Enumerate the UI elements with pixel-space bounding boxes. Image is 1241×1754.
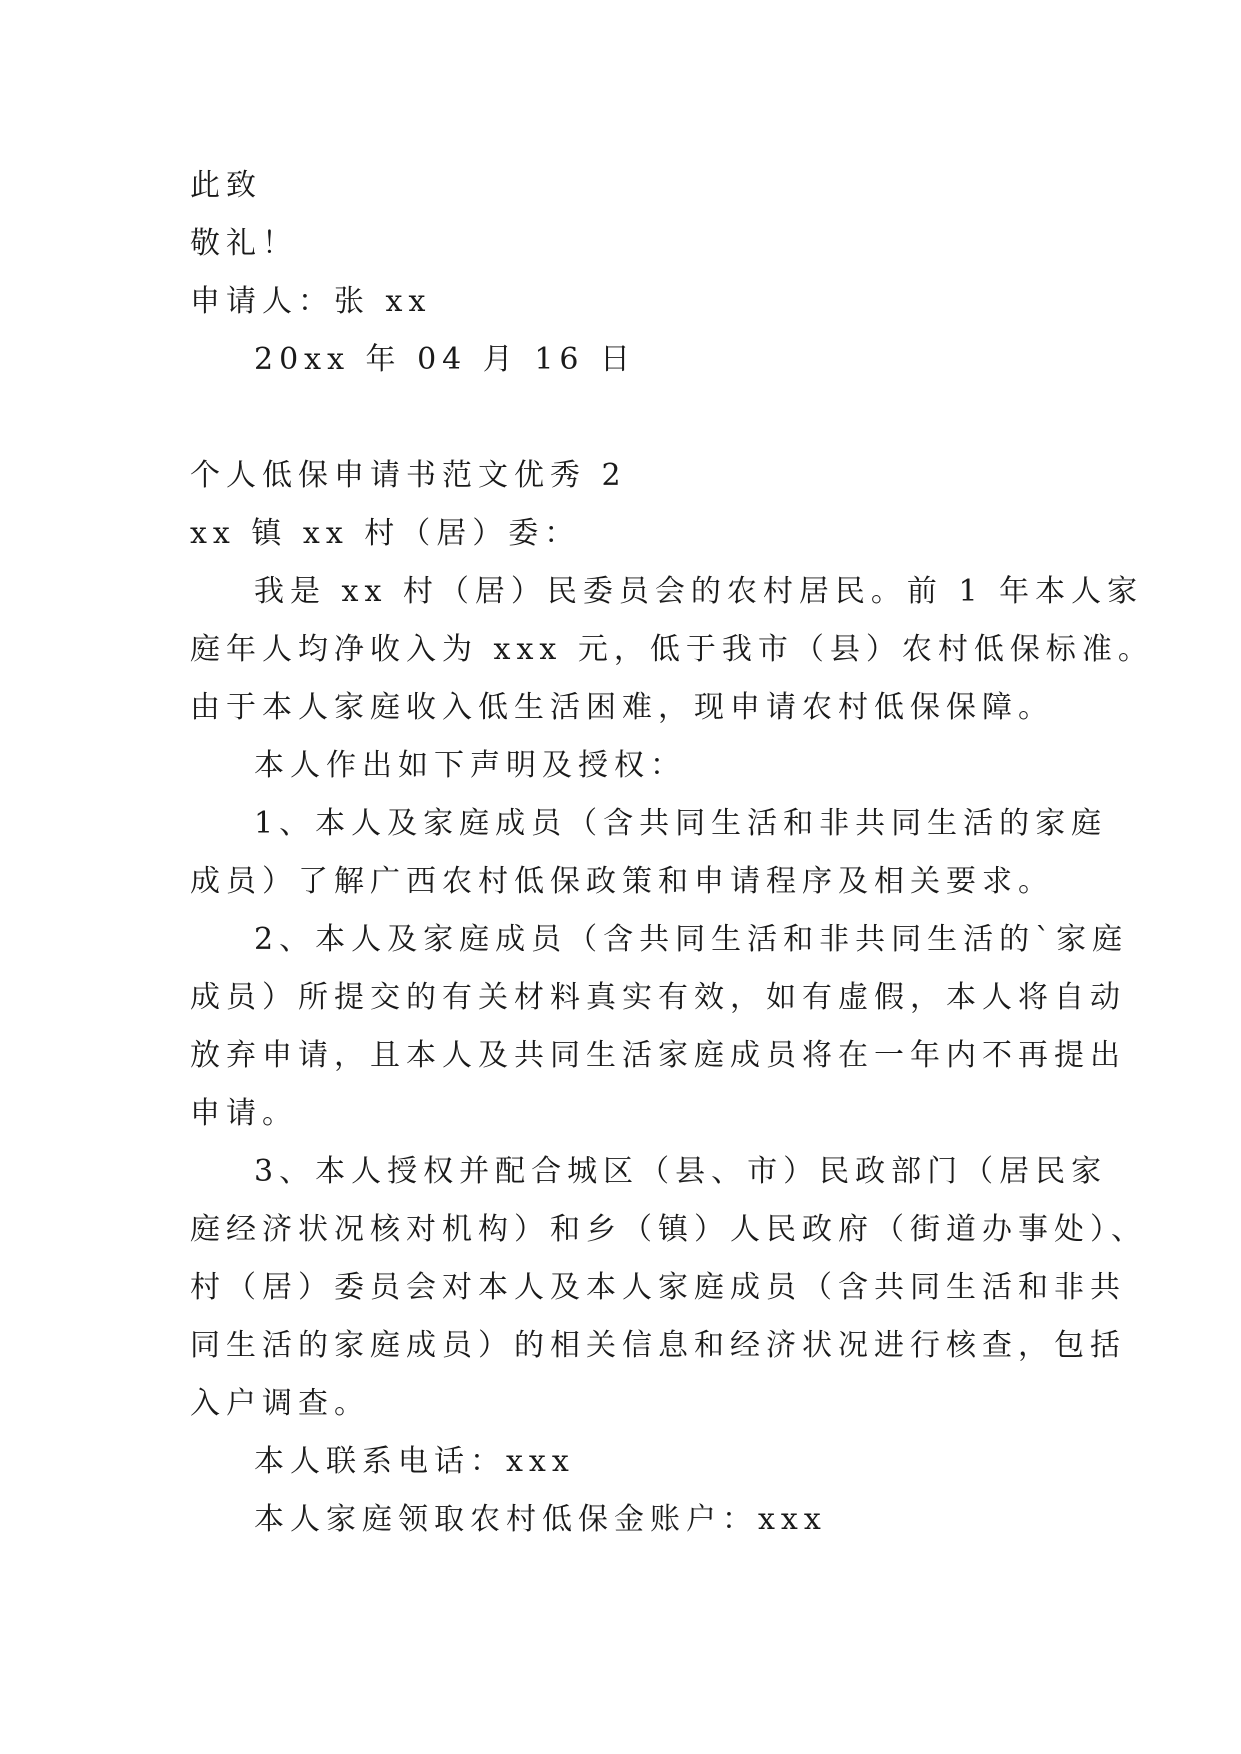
section-title: 个人低保申请书范文优秀 2 bbox=[190, 458, 627, 493]
bank-account: 本人家庭领取农村低保金账户：xxx bbox=[254, 1502, 827, 1537]
body-line: 我是 xx 村（居）民委员会的农村居民。前 1 年本人家 bbox=[254, 574, 1144, 609]
body-line: 由于本人家庭收入低生活困难，现申请农村低保保障。 bbox=[190, 690, 1054, 725]
salutation-line-1: 此致 bbox=[190, 168, 262, 203]
signature-date: 20xx 年 04 月 16 日 bbox=[254, 342, 637, 377]
salutation-line-2: 敬礼！ bbox=[190, 226, 298, 261]
body-line: 3、本人授权并配合城区（县、市）民政部门（居民家 bbox=[254, 1154, 1108, 1189]
applicant-signature: 申请人：张 xx bbox=[190, 284, 432, 319]
addressee: xx 镇 xx 村（居）委： bbox=[190, 516, 581, 551]
contact-phone: 本人联系电话：xxx bbox=[254, 1444, 575, 1479]
body-line: 1、本人及家庭成员（含共同生活和非共同生活的家庭 bbox=[254, 806, 1108, 841]
body-line: 庭经济状况核对机构）和乡（镇）人民政府（街道办事处）、 bbox=[190, 1212, 1147, 1247]
body-line: 2、本人及家庭成员（含共同生活和非共同生活的`家庭 bbox=[254, 922, 1129, 957]
body-line: 申请。 bbox=[190, 1096, 298, 1131]
body-line: 庭年人均净收入为 xxx 元，低于我市（县）农村低保标准。 bbox=[190, 632, 1154, 667]
body-line: 成员）了解广西农村低保政策和申请程序及相关要求。 bbox=[190, 864, 1054, 899]
body-line: 同生活的家庭成员）的相关信息和经济状况进行核查，包括 bbox=[190, 1328, 1126, 1363]
body-line: 本人作出如下声明及授权： bbox=[254, 748, 686, 783]
body-line: 成员）所提交的有关材料真实有效，如有虚假，本人将自动 bbox=[190, 980, 1126, 1015]
body-line: 入户调查。 bbox=[190, 1386, 370, 1421]
body-line: 村（居）委员会对本人及本人家庭成员（含共同生活和非共 bbox=[190, 1270, 1126, 1305]
body-line: 放弃申请，且本人及共同生活家庭成员将在一年内不再提出 bbox=[190, 1038, 1126, 1073]
